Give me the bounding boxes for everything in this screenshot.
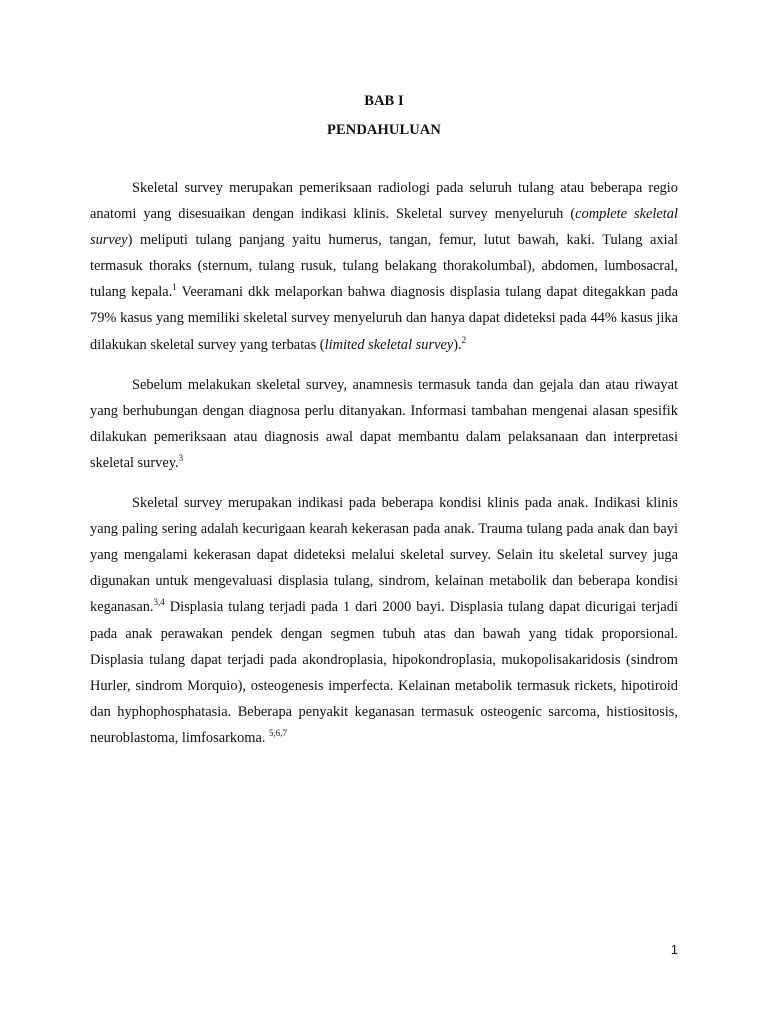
paragraph-1-text-1: Skeletal survey merupakan pemeriksaan radiologi pada seluruh tulang atau beberapa regio anatomi yang disesuaikan dengan indikasi klinis. Skeletal survey menyeluruh ( xyxy=(90,180,678,223)
body-text xyxy=(90,175,678,765)
chapter-title: PENDAHULUAN xyxy=(327,122,441,138)
page-number: 1 xyxy=(670,942,678,957)
citation-3-4: 3,4 xyxy=(153,597,165,608)
paragraph-2-text-1: Sebelum melakukan skeletal survey, anamnesis termasuk tanda dan gejala dan atau riwayat yang berhubungan dengan diagnosa perlu ditanyakan. Informasi tambahan mengenai alasan spesifik dilakukan pemeriksaan atau diagnosis awal dapat membantu dalam pelaksanaan dan interpretasi skeletal survey. xyxy=(90,376,678,471)
paragraph-1-text-2: ) meliputi tulang panjang yaitu humerus, tangan, femur, lutut bawah, kaki. Tulang axial termasuk thoraks (sternum, tulang rusuk, tulang belakang thorakolumbal), abdomen, lumbosacral, tulang kepala. xyxy=(90,232,678,301)
citation-1: 1 xyxy=(172,282,177,293)
paragraph-1-italic-1: complete skeletal survey xyxy=(90,206,678,249)
citation-2: 2 xyxy=(461,334,467,345)
paragraph-2 xyxy=(90,372,678,476)
chapter-heading: BAB I xyxy=(364,93,404,109)
paragraph-1-italic-2: limited skeletal survey xyxy=(324,336,454,353)
paragraph-1-text-4: ). xyxy=(453,336,462,353)
citation-3: 3 xyxy=(178,453,184,464)
paragraph-3 xyxy=(90,490,678,751)
paragraph-3-text-1: Skeletal survey merupakan indikasi pada beberapa kondisi klinis pada anak. Indikasi klinis yang paling sering adalah kecurigaan kearah kekerasan pada anak. Trauma tulang pada anak dan bayi yang mengalami kekerasan dapat dideteksi melalui skeletal survey. Selain itu skeletal survey juga digunakan untuk mengevaluasi displasia tulang, sindrom, kelainan metabolik dan beberapa kondisi keganasan. xyxy=(90,495,678,616)
paragraph-1-text-3: Veeramani dkk melaporkan bahwa diagnosis displasia tulang dapat ditegakkan pada 79% kasus yang memiliki skeletal survey menyeluruh dan hanya dapat dideteksi pada 44% kasus jika dilakukan skeletal survey yang terbatas ( xyxy=(90,284,678,353)
paragraph-1 xyxy=(90,175,678,358)
citation-5-6-7: 5,6,7 xyxy=(269,728,288,739)
paragraph-3-text-2: Displasia tulang terjadi pada 1 dari 2000 bayi. Displasia tulang dapat dicurigai terjadi pada anak perawakan pendek dengan segmen tubuh atas dan bawah yang tidak proporsional. Displasia tulang dapat terjadi pada akondroplasia, hipokondroplasia, mukopolisakaridosis (sindrom Hurler, sindrom Morquio), osteogenesis imperfecta. Kelainan metabolik termasuk rickets, hipotiroid dan hyphophosphatasia. Beberapa penyakit keganasan termasuk osteogenic sarcoma, histiositosis, neuroblastoma, limfosarkoma. xyxy=(90,599,678,746)
